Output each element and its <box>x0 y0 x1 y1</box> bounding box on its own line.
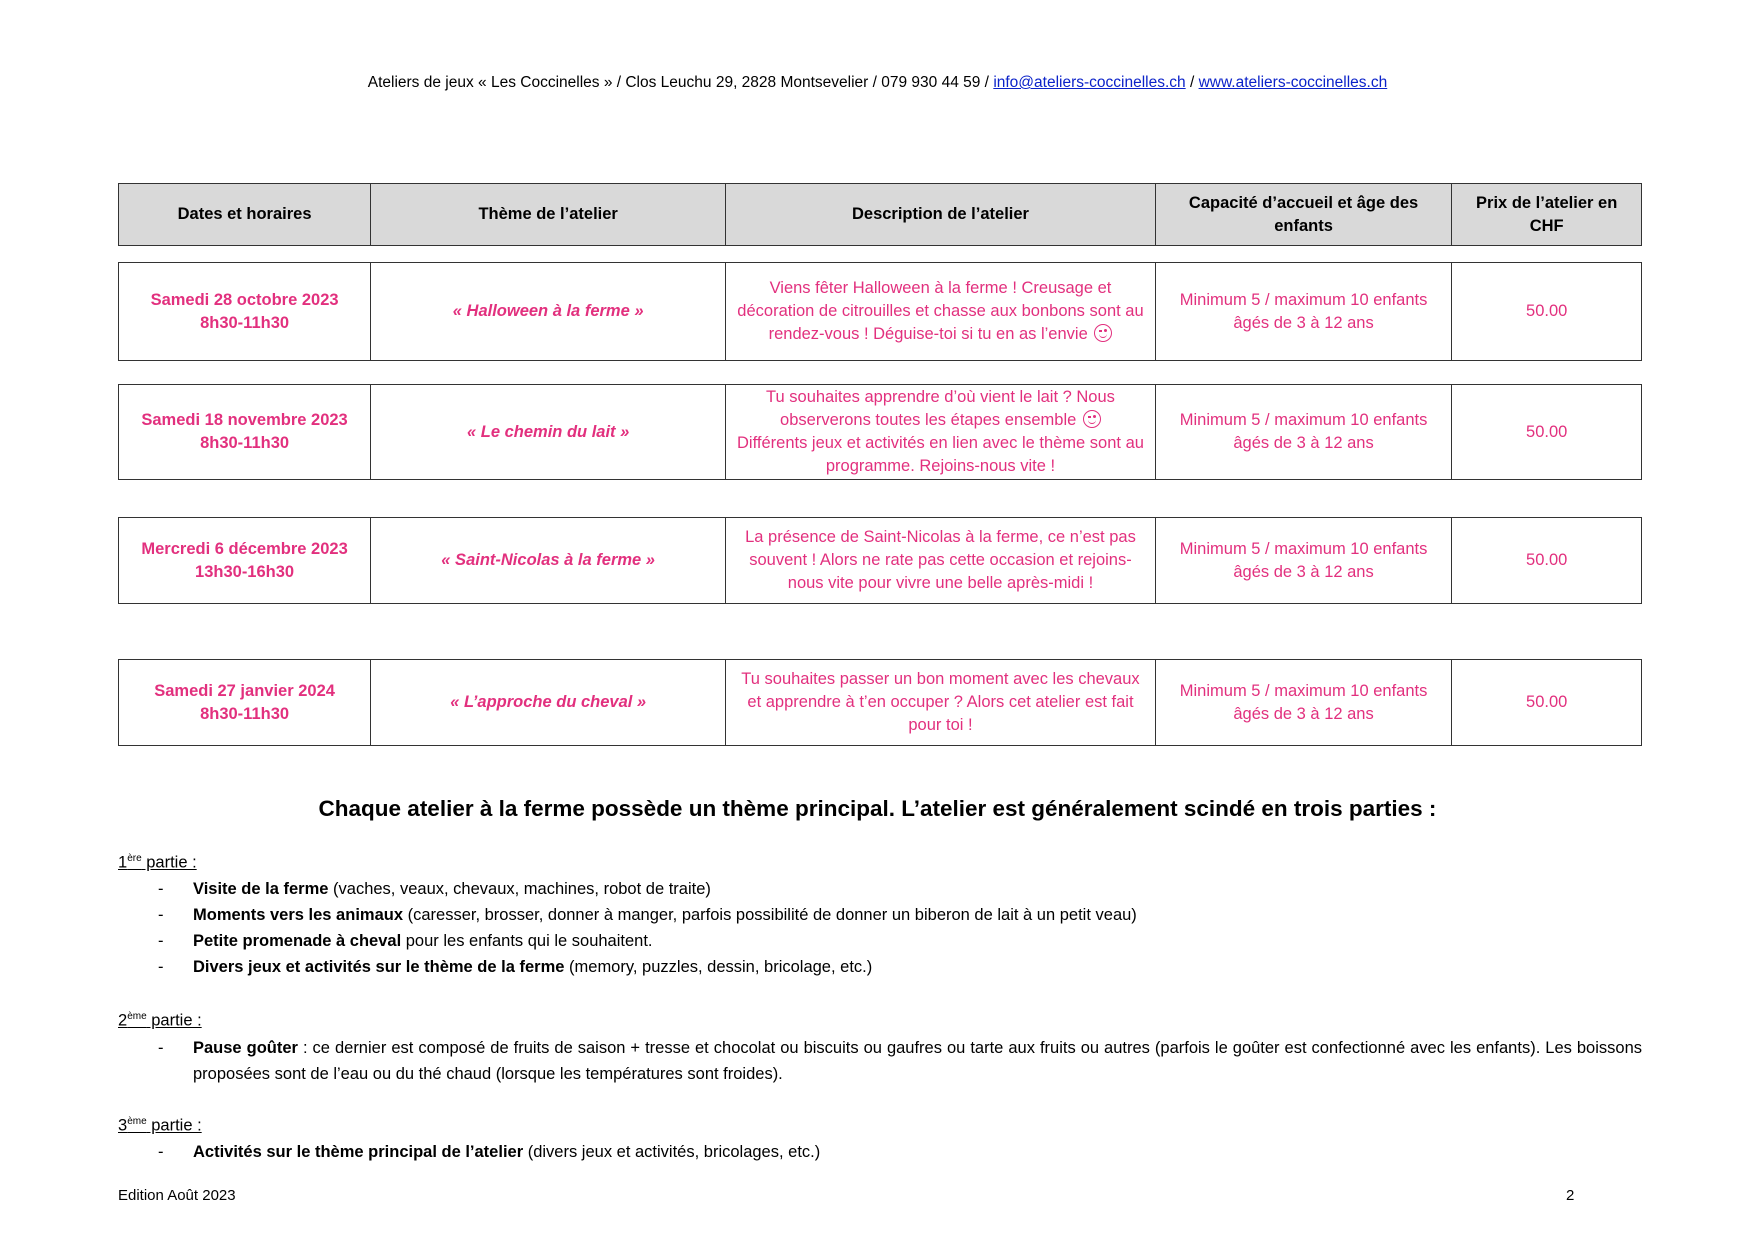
workshop-age-range: âgés de 3 à 12 ans <box>1233 562 1374 581</box>
workshop-date: Samedi 18 novembre 2023 <box>141 411 348 429</box>
workshop-date-cell <box>119 660 371 746</box>
workshop-date-cell <box>119 385 371 480</box>
column-header-dates: Dates et horaires <box>119 184 371 246</box>
workshop-description: Viens fêter Halloween à la ferme ! Creusage et décoration de citrouilles et chasse aux bonbons sont au rendez-vous ! Déguise-toi si tu en as l’envie <box>737 279 1144 343</box>
column-header-theme: Thème de l’atelier <box>371 184 726 246</box>
item-text: (vaches, veaux, chevaux, machines, robot de traite) <box>328 880 711 898</box>
workshop-capacity: Minimum 5 / maximum 10 enfants <box>1179 539 1428 558</box>
workshop-age-range: âgés de 3 à 12 ans <box>1233 434 1374 452</box>
list-item: - Divers jeux et activités sur le thème de la ferme (memory, puzzles, dessin, bricolage, etc.) <box>158 958 873 976</box>
list-item: - Petite promenade à cheval pour les enfants qui le souhaitent. <box>158 932 653 950</box>
part-title <box>118 1116 202 1136</box>
workshop-time: 8h30-11h30 <box>200 313 290 332</box>
item-title: Divers jeux et activités sur le thème de la ferme <box>193 958 565 976</box>
header-separator: / <box>1185 74 1199 91</box>
workshop-date-cell <box>119 263 371 361</box>
part-title <box>118 853 197 873</box>
workshop-description-cell <box>726 263 1156 361</box>
item-text: (caresser, brosser, donner à manger, parfois possibilité de donner un biberon de lait à un petit veau) <box>403 906 1137 924</box>
page-header <box>0 74 1755 92</box>
item-title: Pause goûter <box>193 1039 298 1057</box>
workshop-description-cell <box>726 385 1156 480</box>
workshop-capacity-cell <box>1155 385 1452 480</box>
part-ordinal: ère <box>127 853 142 864</box>
list-item: - Visite de la ferme (vaches, veaux, chevaux, machines, robot de traite) <box>158 880 711 898</box>
part-title <box>118 1011 202 1031</box>
workshop-theme: « Le chemin du lait » <box>371 385 726 480</box>
part-ordinal: ème <box>127 1011 147 1022</box>
item-title: Activités sur le thème principal de l’atelier <box>193 1143 524 1161</box>
workshop-age-range: âgés de 3 à 12 ans <box>1233 313 1374 332</box>
workshop-description-continued: Différents jeux et activités en lien avec le thème sont au programme. Rejoins-nous vite ! <box>737 434 1144 475</box>
part-list <box>118 1035 1642 1087</box>
workshop-description: Tu souhaites passer un bon moment avec les chevaux et apprendre à t’en occuper ? Alors cet atelier est fait pour toi ! <box>726 660 1156 746</box>
workshop-row <box>118 262 1642 361</box>
part-list <box>118 1139 1642 1165</box>
workshop-date: Samedi 28 octobre 2023 <box>150 290 339 309</box>
workshop-capacity: Minimum 5 / maximum 10 enfants <box>1179 681 1428 700</box>
item-text: pour les enfants qui le souhaitent. <box>401 932 653 950</box>
footer-edition: Edition Août 2023 <box>118 1187 236 1204</box>
part-number: 3 <box>118 1116 128 1135</box>
workshop-row <box>118 384 1642 480</box>
part-number: 1 <box>118 853 128 872</box>
item-text: (divers jeux et activités, bricolages, etc.) <box>523 1143 821 1161</box>
column-header-price: Prix de l’atelier en CHF <box>1452 184 1642 246</box>
workshop-price: 50.00 <box>1452 385 1642 480</box>
workshop-date: Mercredi 6 décembre 2023 <box>141 539 348 558</box>
workshop-row <box>118 517 1642 604</box>
list-item: - Pause goûter : ce dernier est composé de fruits de saison + tresse et chocolat ou biscuits ou gaufres ou tarte aux fruits ou autres (parfois le goûter est confectionné avec les enfants). Les boissons proposées sont de l’eau ou du thé chaud (lorsque les températures sont froides). <box>158 1039 1643 1083</box>
part-label: partie : <box>141 853 197 872</box>
wink-emoji-icon <box>1094 324 1112 342</box>
part-label: partie : <box>146 1116 202 1135</box>
workshop-description: La présence de Saint-Nicolas à la ferme, ce n’est pas souvent ! Alors ne rate pas cette occasion et rejoins-nous vite pour vivre une belle après-midi ! <box>726 518 1156 604</box>
workshop-age-range: âgés de 3 à 12 ans <box>1233 704 1374 723</box>
workshop-date-cell <box>119 518 371 604</box>
workshop-time: 8h30-11h30 <box>200 704 290 723</box>
part-number: 2 <box>118 1011 128 1030</box>
list-item: - Activités sur le thème principal de l’atelier (divers jeux et activités, bricolages, etc.) <box>158 1143 821 1161</box>
workshop-time: 8h30-11h30 <box>200 434 290 452</box>
workshop-capacity-cell <box>1155 263 1452 361</box>
part-list <box>118 876 1642 980</box>
header-contact-text: Ateliers de jeux « Les Coccinelles » / Clos Leuchu 29, 2828 Montsevelier / 079 930 44 59 / <box>367 74 994 91</box>
part-ordinal: ème <box>127 1116 147 1127</box>
workshop-theme: « Saint-Nicolas à la ferme » <box>371 518 726 604</box>
workshop-price: 50.00 <box>1452 660 1642 746</box>
item-text: (memory, puzzles, dessin, bricolage, etc.) <box>564 958 873 976</box>
item-title: Moments vers les animaux <box>193 906 404 924</box>
list-item: - Moments vers les animaux (caresser, brosser, donner à manger, parfois possibilité de donner un biberon de lait à un petit veau) <box>158 906 1137 924</box>
workshop-description: Tu souhaites apprendre d’où vient le lait ? Nous observerons toutes les étapes ensemble <box>766 388 1115 429</box>
workshop-price: 50.00 <box>1452 518 1642 604</box>
item-title: Petite promenade à cheval <box>193 932 402 950</box>
workshop-price: 50.00 <box>1452 263 1642 361</box>
workshop-capacity-cell <box>1155 660 1452 746</box>
page-number: 2 <box>1566 1187 1575 1204</box>
workshop-capacity-cell <box>1155 518 1452 604</box>
website-link[interactable]: www.ateliers-coccinelles.ch <box>1198 74 1388 91</box>
email-link[interactable]: info@ateliers-coccinelles.ch <box>993 74 1186 91</box>
column-header-capacity: Capacité d’accueil et âge des enfants <box>1155 184 1452 246</box>
table-header <box>118 183 1642 246</box>
intro-heading: Chaque atelier à la ferme possède un thème principal. L’atelier est généralement scindé en trois parties : <box>318 796 1437 821</box>
part-label: partie : <box>146 1011 202 1030</box>
wink-emoji-icon <box>1083 410 1101 428</box>
item-title: Visite de la ferme <box>193 880 329 898</box>
workshop-row <box>118 659 1642 746</box>
workshop-capacity: Minimum 5 / maximum 10 enfants <box>1179 411 1428 429</box>
workshop-date: Samedi 27 janvier 2024 <box>154 681 335 700</box>
workshop-theme: « Halloween à la ferme » <box>371 263 726 361</box>
column-header-description: Description de l’atelier <box>726 184 1156 246</box>
workshop-theme: « L’approche du cheval » <box>371 660 726 746</box>
workshop-capacity: Minimum 5 / maximum 10 enfants <box>1179 290 1428 309</box>
workshop-time: 13h30-16h30 <box>195 562 295 581</box>
item-text: : ce dernier est composé de fruits de saison + tresse et chocolat ou biscuits ou gaufres ou tarte aux fruits ou autres (parfois le goûter est confectionné avec les enfants). Les boissons proposées sont de l’eau ou du thé chaud (lorsque les températures sont froides). <box>193 1039 1643 1083</box>
